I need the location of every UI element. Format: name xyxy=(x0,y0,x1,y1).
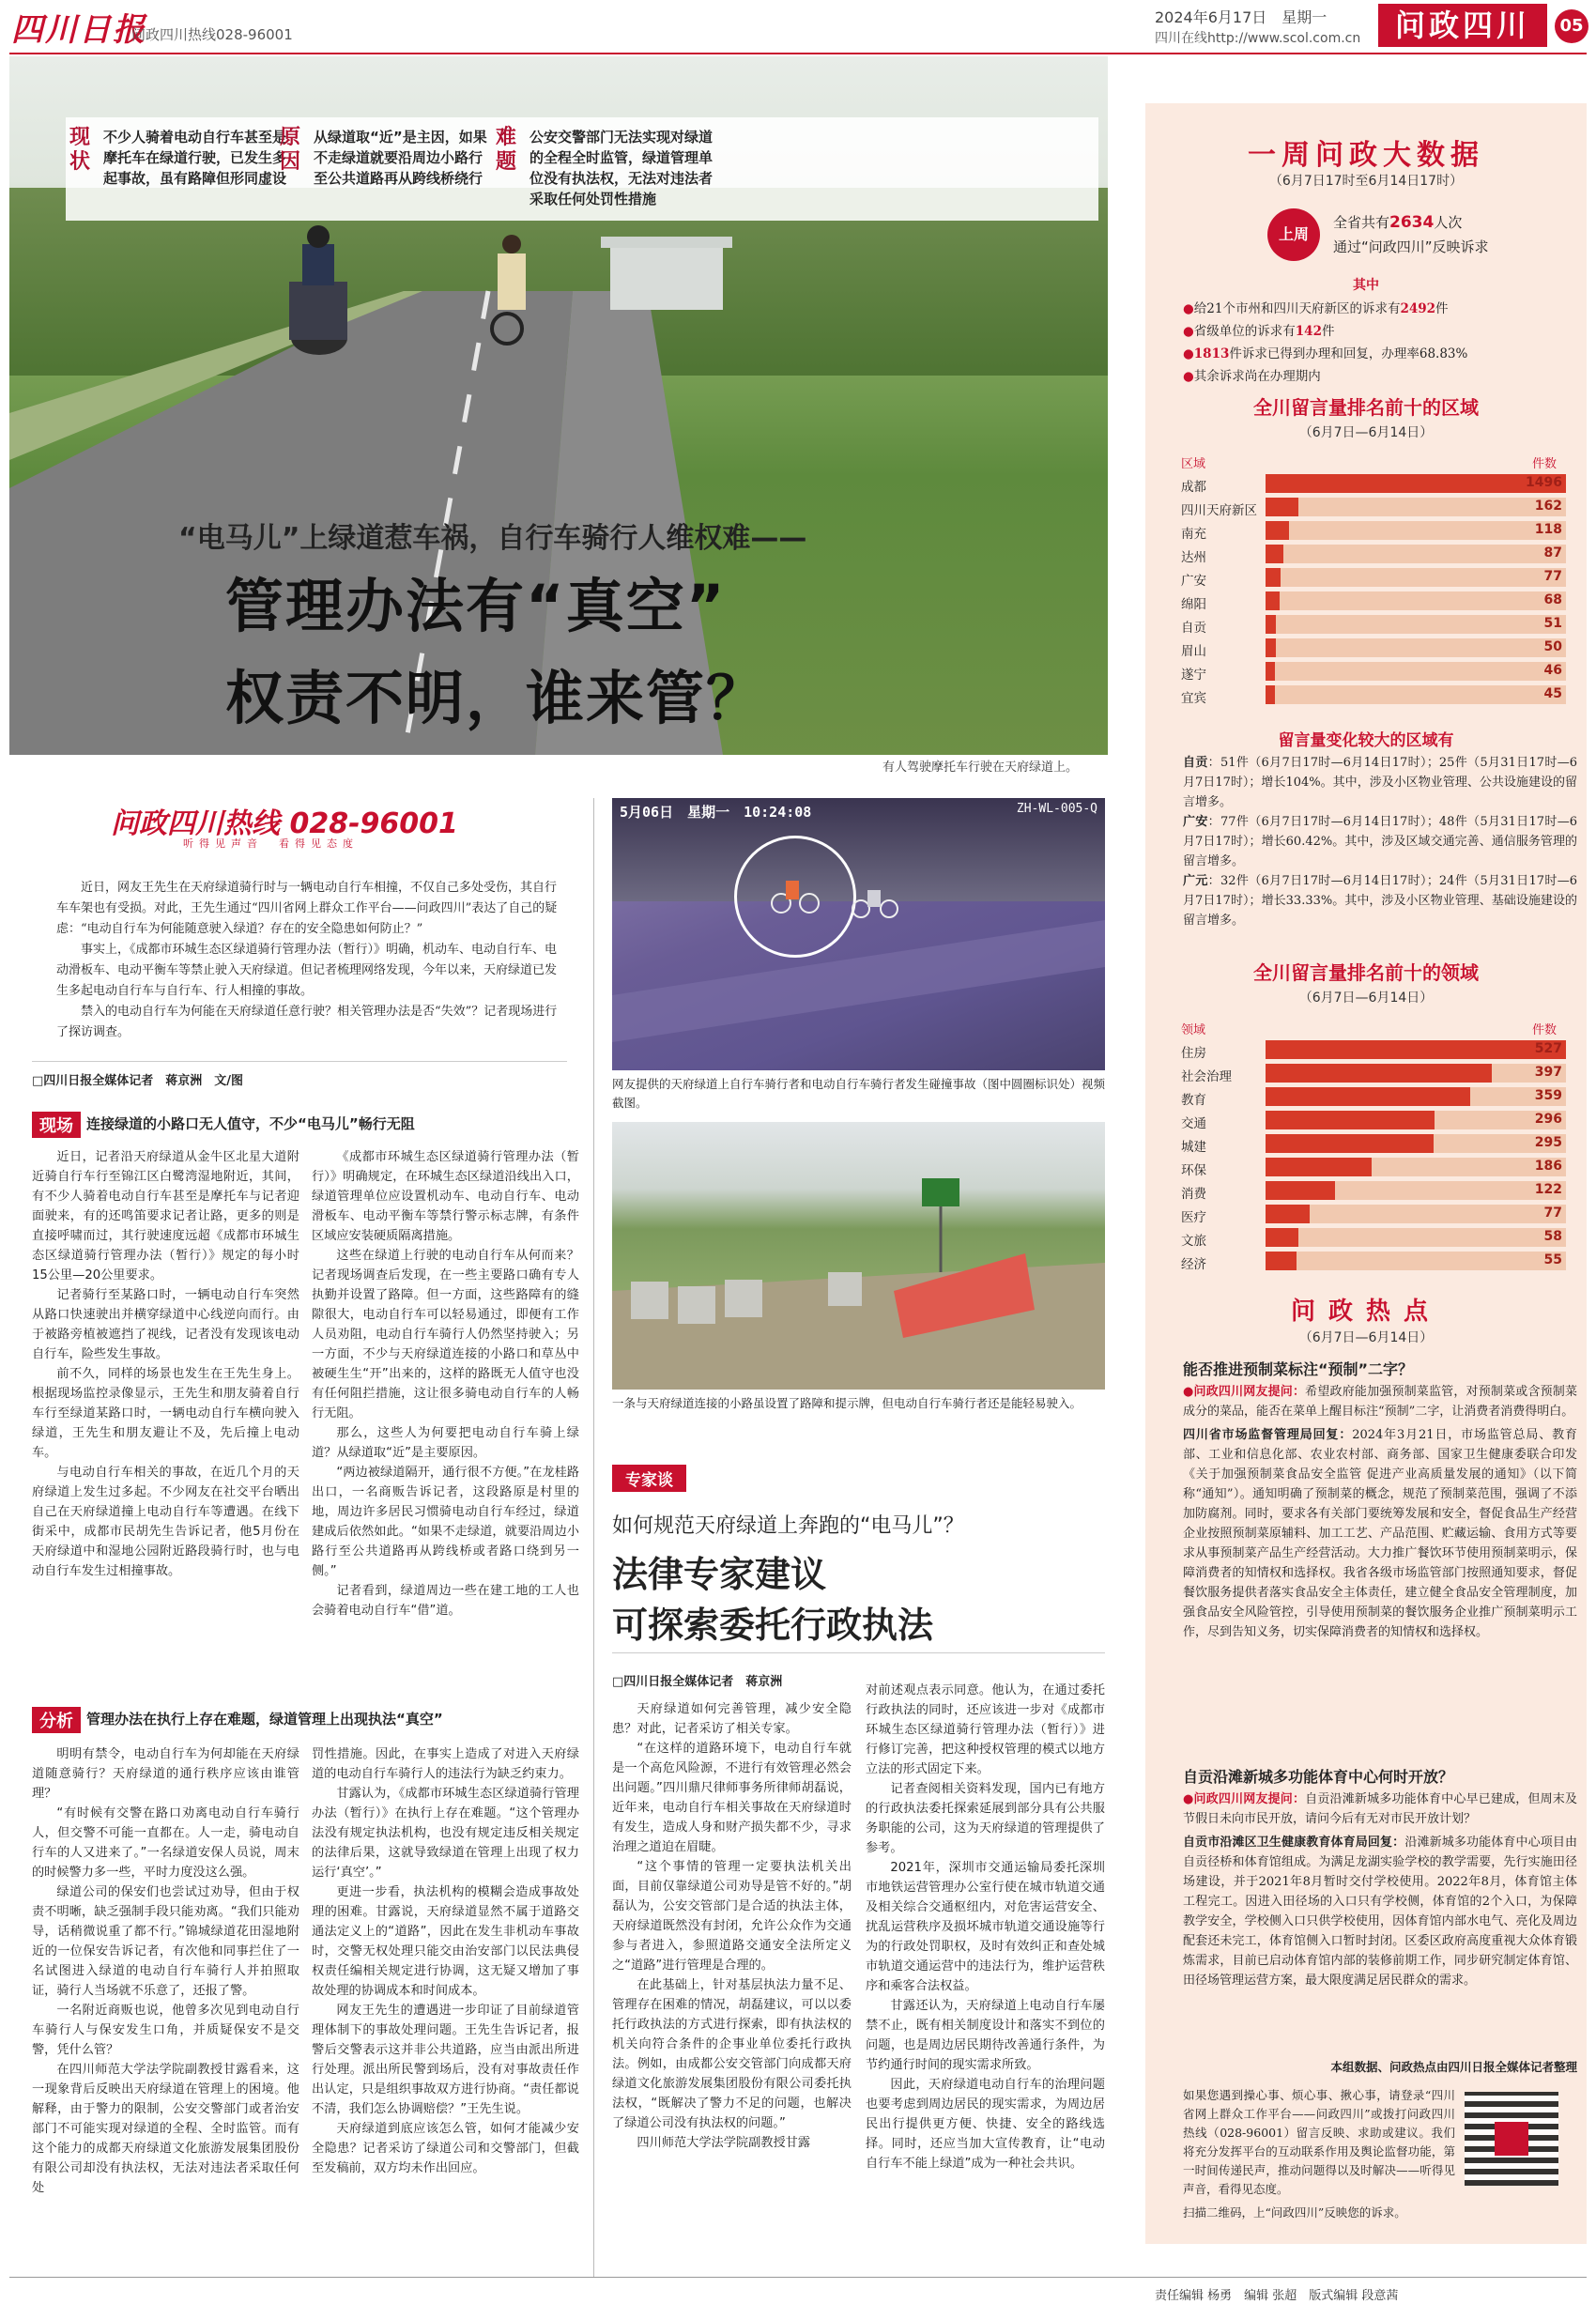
region-bar-fill xyxy=(1266,521,1289,540)
region-bar-row xyxy=(1181,498,1566,518)
region-bar-label: 自贡 xyxy=(1181,621,1206,636)
q2-user-text: 自贡沿滩新城多功能体育中心早已建成，但周末及节假日未向市民开放，请问今后有无对市民开放计划？ xyxy=(1183,1792,1577,1826)
region-bar-value: 118 xyxy=(1534,522,1562,537)
stat-bullet: ●其余诉求尚在办理期内 xyxy=(1183,369,1321,384)
last-week-badge: 上周 xyxy=(1267,208,1320,261)
paragraph: 这些在绿道上行驶的电动自行车从何而来？记者现场调查后发现，在一些主要路口确有专人执勤并设置了路障。但一方面，这些路障有的缝隙很大，电动自行车可以轻易通过，即便有工作人员劝阻，电动自行车骑行人仍然坚持驶入；另一方面，不少与天府绿道连接的小路口和草丛中被硬生生“开”出来的，这样的路既无人值守也没有任何阻拦措施，这让很多骑电动自行车的人畅行无阻。 xyxy=(312,1249,579,1421)
field-bar-track xyxy=(1266,1252,1566,1270)
paragraph: 网友王先生的遭遇进一步印证了目前绿道管理体制下的事故处理问题。王先生告诉记者，报警后交警表示这并非公共道路，应当由派出所进行处理。派出所民警到场后，没有对事故责任作出认定，只是组织事故双方进行协商。“责任都说不清，我们怎么协调赔偿？”王先生说。 xyxy=(312,2004,579,2116)
field-bar-label: 交通 xyxy=(1181,1116,1206,1131)
divider xyxy=(612,1652,1105,1653)
q1-reply-label: 四川省市场监督管理局回复： xyxy=(1183,1428,1353,1442)
expert-title-line1: 法律专家建议 xyxy=(612,1554,827,1595)
paragraph: 与电动自行车相关的事故，在近几个月的天府绿道上发生过多起。不少网友在社交平台晒出自己在天府绿道撞上电动自行车等遭遇。在线下街采中，成都市民胡先生告诉记者，他5月份在天府绿道中和湿地公园附近路段骑行时，也与电动自行车发生过相撞事故。 xyxy=(32,1466,299,1578)
newspaper-logo: 四川日报 xyxy=(11,11,146,49)
expert-column-1 xyxy=(612,1699,852,2277)
change-region-name: 自贡 xyxy=(1183,756,1208,770)
field-rank-title: 全川留言量排名前十的领域 xyxy=(1253,961,1479,984)
region-bar-label: 宜宾 xyxy=(1181,691,1206,706)
region-rank-title: 全川留言量排名前十的区域 xyxy=(1253,396,1479,419)
paragraph: 2021年，深圳市交通运输局委托深圳市地铁运营管理办公室行使在城市轨道交通及相关综合交通枢纽内，对危害运营安全、扰乱运营秩序及损坏城市轨道交通设施等行为的行政处罚职权，及时有效纠正和查处城市轨道交通运营中的违法行为，维护运营秩序和乘客合法权益。 xyxy=(866,1861,1105,1993)
weekly-data-panel xyxy=(1145,103,1587,2244)
field-bar-row xyxy=(1181,1134,1566,1155)
q1-title: 能否推进预制菜标注“预制”二字？ xyxy=(1183,1360,1414,1378)
region-bar-value: 77 xyxy=(1543,569,1562,584)
bullet-text: 省级单位的诉求有 xyxy=(1193,324,1296,339)
bullet-number: 1813 xyxy=(1193,346,1230,361)
region-bar-value: 45 xyxy=(1543,686,1562,701)
field-bar-track xyxy=(1266,1087,1566,1106)
paragraph: 更进一步看，执法机构的模糊会造成事故处理的困难。甘露说，天府绿道显然不属于道路交通法定义上的“道路”，因此在发生非机动车事故时，交警无权处理只能交由治安部门以民法典侵权责任编相关规定进行协调，这无疑又增加了事故处理的协调成本和时间成本。 xyxy=(312,1885,579,1998)
region-col-label: 区域 xyxy=(1181,457,1206,471)
region-bar-label: 南充 xyxy=(1181,527,1206,542)
region-bar-track xyxy=(1266,615,1566,634)
region-bar-fill xyxy=(1266,662,1275,681)
section-header-analysis xyxy=(32,1707,443,1733)
field-bar-value: 122 xyxy=(1534,1182,1562,1197)
section-badge: 问政四川 xyxy=(1378,4,1547,47)
field-bar-row xyxy=(1181,1205,1566,1225)
field-bar-track xyxy=(1266,1040,1566,1059)
region-bar-row xyxy=(1181,685,1566,706)
paragraph: 天府绿道如何完善管理，减少安全隐患？对此，记者采访了相关专家。 xyxy=(612,1702,852,1736)
expert-byline: □四川日报全媒体记者 蒋京洲 xyxy=(612,1675,783,1689)
region-bar-row xyxy=(1181,662,1566,683)
hero-kicker: “电马儿”上绿道惹车祸，自行车骑行人维权难—— xyxy=(178,522,807,555)
footer-note xyxy=(1183,2086,1455,2199)
field-bar-track xyxy=(1266,1158,1566,1176)
q1-body xyxy=(1183,1382,1577,1642)
site-url: 四川在线http://www.scol.com.cn xyxy=(1155,31,1361,46)
region-bar-row xyxy=(1181,615,1566,636)
field-bar-label: 文旅 xyxy=(1181,1234,1206,1249)
field-bar-label: 医疗 xyxy=(1181,1210,1206,1225)
region-bar-value: 87 xyxy=(1543,545,1562,561)
field-bar-fill xyxy=(1266,1087,1470,1106)
region-bar-value: 1496 xyxy=(1526,475,1562,490)
field-bar-label: 住房 xyxy=(1181,1046,1206,1061)
section-title: 管理办法在执行上存在难题，绿道管理上出现执法“真空” xyxy=(86,1711,443,1728)
region-bar-label: 绵阳 xyxy=(1181,597,1206,612)
section-title: 连接绿道的小路口无人值守，不少“电马儿”畅行无阻 xyxy=(86,1115,415,1132)
region-bar-fill xyxy=(1266,615,1276,634)
region-bar-fill xyxy=(1266,498,1298,516)
region-bar-track xyxy=(1266,638,1566,657)
q2-user-label: ●问政四川网友提问： xyxy=(1183,1792,1306,1806)
summary-prefix: 全省共有 xyxy=(1333,214,1390,231)
paragraph: “在这样的道路环境下，电动自行车就是一个高危风险源，不进行有效管理必然会出问题。”四川鼎尺律师事务所律师胡磊说，近年来，电动自行车相关事故在天府绿道时有发生，造成人身和财产损失都不少，寻求治理之道迫在眉睫。 xyxy=(612,1742,852,1854)
section-tag: 分析 xyxy=(32,1707,81,1733)
bullet-text: 件诉求已得到办理和回复，办理率68.83% xyxy=(1229,346,1468,361)
footer-rule xyxy=(9,2277,1587,2278)
field-bar-value: 77 xyxy=(1543,1206,1562,1221)
region-bar-row xyxy=(1181,591,1566,612)
hero-title-line1: 管理办法有“真空” xyxy=(225,572,727,640)
field-bar-row xyxy=(1181,1252,1566,1272)
region-bar-row xyxy=(1181,638,1566,659)
among-label: 其中 xyxy=(1353,278,1379,293)
paragraph: 近日，记者沿天府绿道从金牛区北星大道附近骑自行车行至锦江区白鹭湾湿地附近，其间，有不少人骑着电动自行车甚至是摩托车与记者迎面驶来，有的还鸣笛要求记者让路，更多的则是直接呼啸而过，其行驶速度远超《成都市环城生态区绿道骑行管理办法（暂行）》规定的每小时15公里—20公里要求。 xyxy=(32,1150,299,1283)
field-bar-value: 296 xyxy=(1534,1112,1562,1127)
summary-line1 xyxy=(1333,212,1462,232)
region-bar-track xyxy=(1266,521,1566,540)
masthead-hotline: 问政四川热线028-96001 xyxy=(131,26,293,43)
region-bar-track xyxy=(1266,662,1566,681)
field-bar-track xyxy=(1266,1205,1566,1223)
region-bar-value: 68 xyxy=(1543,592,1562,607)
region-bar-label: 广安 xyxy=(1181,574,1206,589)
paragraph: 记者查阅相关资料发现，国内已有地方的行政执法委托探索延展到部分具有公共服务职能的公司，这为天府绿道的管理提供了参考。 xyxy=(866,1782,1105,1855)
field-bar-track xyxy=(1266,1228,1566,1247)
hero-tag-difficulty: 难题 xyxy=(496,125,517,174)
intro-paragraph: 近日，网友王先生在天府绿道骑行时与一辆电动自行车相撞，不仅自己多处受伤，其自行车车架也有受损。对此，王先生通过“四川省网上群众工作平台——问政四川”表达了自己的疑虑：“电动自行车为何能随意驶入绿道？存在的安全隐患如何防止？” xyxy=(56,881,558,936)
hero-photo xyxy=(9,56,1108,755)
bullet-text: 给21个市州和四川天府新区的诉求有 xyxy=(1193,301,1401,316)
paragraph: 罚性措施。因此，在事实上造成了对进入天府绿道的电动自行车骑行人的违法行为缺乏约束力。 xyxy=(312,1747,579,1781)
intro-paragraph: 禁入的电动自行车为何能在天府绿道任意行驶？相关管理办法是否“失效”？记者现场进行了探访调查。 xyxy=(56,1005,558,1039)
field-bar-label: 环保 xyxy=(1181,1163,1206,1178)
field-bar-row xyxy=(1181,1040,1566,1061)
region-bar-track xyxy=(1266,498,1566,516)
paragraph: “有时候有交警在路口劝离电动自行车骑行人，但交警不可能一直都在。人一走，骑电动自行车的人又进来了。”一名绿道安保人员说，周末的时候警力多一些，平时力度没这么强。 xyxy=(32,1806,299,1880)
expert-tag: 专家谈 xyxy=(612,1465,686,1492)
cctv-camera-id: ZH-WL-005-Q xyxy=(1016,802,1097,816)
paragraph: 天府绿道到底应该怎么管，如何才能减少安全隐患？记者采访了绿道公司和交警部门，但截至发稿前，双方均未作出回应。 xyxy=(312,2122,579,2175)
region-bar-fill xyxy=(1266,568,1281,587)
field-bar-value: 55 xyxy=(1543,1252,1562,1267)
paragraph: 《成都市环城生态区绿道骑行管理办法（暂行）》明确规定，在环城生态区绿道沿线出入口，绿道管理单位应设置机动车、电动自行车、电动滑板车、电动平衡车等禁行警示标志牌，有条件区域应安装硬质隔离措施。 xyxy=(312,1150,579,1243)
data-credit: 本组数据、问政热点由四川日报全媒体记者整理 xyxy=(1330,2060,1577,2074)
field-bar-track xyxy=(1266,1134,1566,1153)
field-bar-label: 城建 xyxy=(1181,1140,1206,1155)
region-bar-fill xyxy=(1266,638,1276,657)
field-bar-row xyxy=(1181,1111,1566,1131)
hotline-banner: 问政四川热线 028-96001 xyxy=(111,807,458,840)
region-bar-row xyxy=(1181,568,1566,589)
paragraph: 四川师范大学法学院副教授甘露 xyxy=(637,2136,811,2150)
region-bar-value: 162 xyxy=(1534,499,1562,514)
region-bar-fill xyxy=(1266,474,1566,493)
article-byline: □四川日报全媒体记者 蒋京洲 文/图 xyxy=(32,1074,244,1088)
change-region-name: 广安 xyxy=(1183,815,1208,829)
page-number: 05 xyxy=(1555,9,1588,43)
analysis-column-2 xyxy=(312,1744,579,2280)
region-bar-label: 眉山 xyxy=(1181,644,1206,659)
bullet-number: 2492 xyxy=(1400,301,1436,316)
roadblock-illustration xyxy=(612,1122,1105,1390)
field-bar-label: 经济 xyxy=(1181,1257,1206,1272)
paragraph: 绿道公司的保安们也尝试过劝导，但由于权责不明晰，缺乏强制手段只能劝离。“我们只能劝导，话稍微说重了都不行。”锦城绿道花田湿地附近的一位保安告诉记者，有次他和同事拦住了一名试图进入绿道的电动自行车骑行人并拍照取证，骑行人当场就不乐意了，还报了警。 xyxy=(32,1885,299,1998)
field-bar-row xyxy=(1181,1181,1566,1202)
q1-reply-text: 2024年3月21日，市场监管总局、教育部、工业和信息化部、农业农村部、商务部、国家卫生健康委联合印发《关于加强预制菜食品安全监管 促进产业高质量发展的通知》（以下简称“通知”）。通知明确了预制菜的概念，规范了预制菜范围，强调了不添加防腐剂。同时，要求各有关部门要统筹发展和安全，督促食品生产经营企业按照预制菜原辅料、加工工艺、产品范围、贮藏运输、食用方式等要求从事预制菜产品生产经营活动。大力推广餐饮环节使用预制菜明示，保障消费者的知情权和选择权。我省各级市场监管部门按照通知要求，督促餐饮服务提供者落实食品安全主体责任，建立健全食品安全管理制度，加强食品安全风险管控，引导使用预制菜的餐饮服务企业推广预制菜明示工作，尽到告知义务，切实保障消费者的知情权和选择权。 xyxy=(1183,1428,1577,1639)
cctv-scene-illustration xyxy=(612,798,1105,1070)
hero-title-line2: 权责不明，谁来管？ xyxy=(225,664,767,732)
paragraph: 因此，天府绿道电动自行车的治理问题也要考虑到周边居民的现实需求，为周边居民出行提供更方便、快捷、安全的路线选择。同时，还应当加大宣传教育，让“电动自行车不能上绿道”成为一种社会共识。 xyxy=(866,2078,1105,2171)
paragraph: 甘露还认为，天府绿道上电动自行车屡禁不止，既有相关制度设计和落实不到位的问题，也是周边居民期待改善通行条件，为节约通行时间的现实需求所致。 xyxy=(866,1999,1105,2072)
region-bar-fill xyxy=(1266,685,1275,704)
stat-bullet: ●1813件诉求已得到办理和回复，办理率68.83% xyxy=(1183,346,1468,361)
bullet-number: 142 xyxy=(1295,324,1322,339)
field-col-value: 件数 xyxy=(1532,1023,1558,1037)
change-region-item xyxy=(1183,812,1577,871)
bullet-text: 其余诉求尚在办理期内 xyxy=(1193,369,1321,384)
expert-kicker: 如何规范天府绿道上奔跑的“电马儿”？ xyxy=(612,1514,964,1538)
change-region-detail: ：51件（6月7日17时—6月14日17时）；25件（5月31日17时—6月7日17时）；增长104%。其中，涉及小区物业管理、公共设施建设的留言增多。 xyxy=(1183,756,1577,809)
region-bar-label: 四川天府新区 xyxy=(1181,503,1257,518)
hero-caption-cause: 从绿道取“近”是主因，如果不走绿道就要沿周边小路行至公共道路再从跨线桥绕行 xyxy=(314,129,487,187)
region-bar-row xyxy=(1181,474,1566,495)
roadblock-caption: 一条与天府绿道连接的小路虽设置了路障和提示牌，但电动自行车骑行者还是能轻易驶入。 xyxy=(612,1396,1082,1410)
weekly-data-period: （6月7日17时至6月14日17时） xyxy=(1268,174,1464,189)
masthead-rule xyxy=(9,53,1587,54)
field-bar-value: 295 xyxy=(1534,1135,1562,1150)
paragraph: “这个事情的管理一定要执法机关出面，目前仅靠绿道公司劝导是管不好的。”胡磊认为，公安交管部门是合适的执法主体，天府绿道既然没有封闭，允许公众作为交通参与者进入，参照道路交通安全法所定义之“道路”进行管理是合理的。 xyxy=(612,1860,852,1973)
summary-suffix: 人次 xyxy=(1434,214,1463,231)
change-regions-title: 留言量变化较大的区域有 xyxy=(1278,731,1454,750)
field-bar-fill xyxy=(1266,1205,1310,1223)
section-header-scene xyxy=(32,1112,415,1138)
field-bar-value: 359 xyxy=(1534,1088,1562,1103)
region-bar-fill xyxy=(1266,545,1283,563)
region-bar-label: 成都 xyxy=(1181,480,1206,495)
field-bar-track xyxy=(1266,1064,1566,1083)
divider xyxy=(32,1061,567,1062)
weekly-data-title: 一周问政大数据 xyxy=(1248,139,1484,172)
scene-column-1 xyxy=(32,1147,299,1581)
region-bar-track xyxy=(1266,568,1566,587)
column-divider xyxy=(593,798,594,2277)
paragraph: 在此基础上，针对基层执法力量不足、管理存在困难的情况，胡磊建议，可以以委托行政执法的方式进行探索，即有执法权的机关向符合条件的企事业单位委托行政执法。例如，由成都公安交管部门向成都天府绿道文化旅游发展集团股份有限公司委托执法权，“既解决了警力不足的问题，也解决了绿道公司没有执法权的问题。” xyxy=(612,1978,852,2130)
field-bar-fill xyxy=(1266,1134,1434,1153)
hero-caption-difficulty: 公安交警部门无法实现对绿道的全程全时监管，绿道管理单位没有执法权，无法对违法者采取任何处罚性措施 xyxy=(529,129,714,207)
field-bar-row xyxy=(1181,1064,1566,1084)
field-bar-row xyxy=(1181,1228,1566,1249)
qr-logo-icon xyxy=(1495,2122,1528,2156)
qr-hint xyxy=(1183,2203,1577,2222)
hero-caption-band xyxy=(66,117,1098,221)
field-bar-fill xyxy=(1266,1040,1566,1059)
masthead xyxy=(0,0,1596,53)
paragraph: 一名附近商贩也说，他曾多次见到电动自行车骑行人与保安发生口角，并质疑保安不是交警，凭什么管？ xyxy=(32,2004,299,2057)
region-bar-value: 46 xyxy=(1543,663,1562,678)
stat-bullet: ●给21个市州和四川天府新区的诉求有2492件 xyxy=(1183,301,1449,316)
cctv-caption: 网友提供的天府绿道上自行车骑行者和电动自行车骑行者发生碰撞事故（图中圆圈标识处）视频截图。 xyxy=(612,1077,1106,1110)
qr-hint-text: 扫描二维码，上“问政四川”反映您的诉求。 xyxy=(1183,2205,1406,2220)
hotline-slogan: 听得见声音 看得见态度 xyxy=(183,837,359,850)
editor-credits: 责任编辑 杨勇 编辑 张超 版式编辑 段意茜 xyxy=(1155,2289,1399,2303)
footer-note-text: 如果您遇到操心事、烦心事、揪心事，请登录“四川省网上群众工作平台——问政四川”或拨打问政四川热线（028-96001）留言反映、求助或建议。我们将充分发挥平台的互动联系作用及舆论监督功能，第一时间传递民声，推动问题得以及时解决——听得见声音，看得见态度。 xyxy=(1183,2088,1455,2196)
field-bar-fill xyxy=(1266,1111,1435,1129)
field-bar-label: 消费 xyxy=(1181,1187,1206,1202)
hero-caption-status: 不少人骑着电动自行车甚至是摩托车在绿道行驶，已发生多起事故，虽有路障但形同虚设 xyxy=(103,129,287,187)
field-bar-value: 58 xyxy=(1543,1229,1562,1244)
field-bar-fill xyxy=(1266,1181,1335,1200)
q2-title: 自贡沿滩新城多功能体育中心何时开放？ xyxy=(1183,1768,1454,1786)
analysis-column-1 xyxy=(32,1744,299,2280)
q2-body xyxy=(1183,1789,1577,1990)
region-col-value: 件数 xyxy=(1532,457,1558,471)
field-bar-fill xyxy=(1266,1158,1372,1176)
summary-count: 2634 xyxy=(1389,213,1435,232)
region-bar-label: 遂宁 xyxy=(1181,668,1206,683)
field-bar-track xyxy=(1266,1181,1566,1200)
field-bar-value: 186 xyxy=(1534,1159,1562,1174)
scene-column-2 xyxy=(312,1147,579,1620)
intro-paragraph: 事实上，《成都市环城生态区绿道骑行管理办法（暂行）》明确，机动车、电动自行车、电动滑板车、电动平衡车等禁止驶入天府绿道。但记者梳理网络发现，今年以来，天府绿道已发生多起电动自行车与自行车、行人相撞的事故。 xyxy=(56,943,558,998)
cctv-timestamp: 5月06日 星期一 10:24:08 xyxy=(620,804,812,821)
roadblock-photo xyxy=(612,1122,1105,1390)
region-rank-period: （6月7日—6月14日） xyxy=(1298,425,1434,440)
region-bar-track xyxy=(1266,474,1566,493)
cctv-screenshot xyxy=(612,798,1105,1070)
change-region-item xyxy=(1183,753,1577,812)
hot-topics-title: 问政热点 xyxy=(1290,1298,1441,1326)
hero-photo-caption: 有人驾驶摩托车行驶在天府绿道上。 xyxy=(882,760,1079,775)
hot-topics-period: （6月7日—6月14日） xyxy=(1298,1330,1434,1345)
region-bar-value: 51 xyxy=(1543,616,1562,631)
region-bar-value: 50 xyxy=(1543,639,1562,654)
q1-user-label: ●问政四川网友提问： xyxy=(1183,1385,1306,1399)
field-col-label: 领域 xyxy=(1181,1023,1206,1037)
expert-column-2 xyxy=(866,1681,1105,2277)
field-bar-row xyxy=(1181,1158,1566,1178)
paragraph: 前不久，同样的场景也发生在王先生身上。根据现场监控录像显示，王先生和朋友骑着自行车行至绿道某路口时，一辆电动自行车横向驶入绿道，王先生和朋友避让不及，先后撞上电动车。 xyxy=(32,1367,299,1460)
section-tag: 现场 xyxy=(32,1112,81,1138)
region-bar-track xyxy=(1266,685,1566,704)
field-bar-track xyxy=(1266,1111,1566,1129)
field-bar-label: 社会治理 xyxy=(1181,1069,1232,1084)
region-bar-row xyxy=(1181,545,1566,565)
q2-reply-label: 自贡市沿滩区卫生健康教育体育局回复： xyxy=(1183,1836,1405,1850)
change-region-detail: ：32件（6月7日17时—6月14日17时）；24件（5月31日17时—6月7日17时）；增长33.33%。其中，涉及小区物业管理、基础设施建设的留言增多。 xyxy=(1183,874,1577,928)
region-bar-track xyxy=(1266,545,1566,563)
field-rank-period: （6月7日—6月14日） xyxy=(1298,991,1434,1006)
region-bar-fill xyxy=(1266,591,1280,610)
paragraph: 记者骑行至某路口时，一辆电动自行车突然从路口快速驶出并横穿绿道中心线逆向而行。由于被路旁植被遮挡了视线，记者没有发现该电动自行车，险些发生事故。 xyxy=(32,1288,299,1361)
paragraph: 在四川师范大学法学院副教授甘露看来，这一现象背后反映出天府绿道在管理上的困境。他解释，由于警力的限制，公安交警部门或者治安部门不可能实现对绿道的全程、全时监管。而有这个能力的成都天府绿道文化旅游发展集团股份有限公司却没有执法权，无法对违法者采取任何处 xyxy=(32,2063,299,2195)
footer xyxy=(0,2281,1596,2304)
hero-tag-status: 现状 xyxy=(69,125,91,174)
change-region-item xyxy=(1183,871,1577,930)
stat-bullet: ●省级单位的诉求有142件 xyxy=(1183,324,1335,339)
paragraph: “两边被绿道隔开，通行很不方便。”在龙桂路出口，一名商贩告诉记者，这段路原是村里的地，周边许多居民习惯骑电动自行车经过，绿道建成后依然如此。“如果不走绿道，就要沿周边小路行至公共道路再从跨线桥或者路口绕到另一侧。” xyxy=(312,1466,579,1578)
paragraph: 明明有禁令，电动自行车为何却能在天府绿道随意骑行？天府绿道的通行秩序应该由谁管理？ xyxy=(32,1747,299,1801)
region-bar-label: 达州 xyxy=(1181,550,1206,565)
field-bar-fill xyxy=(1266,1064,1492,1083)
q2-reply-text: 沿滩新城多功能体育中心项目由自贡径桥和体育馆组成。为满足龙湖实验学校的教学需要，先行实施田径场建设，并于2021年8月暂时交付学校使用。2022年8月，体育馆主体工程完工。因进入田径场的入口只有学校侧，体育馆的2个入口，为保障教学安全，学校侧入口只供学校使用，因体育馆内部水电气、亮化及周边配套还未完工，体育馆侧入口暂时封闭。区委区政府高度重视大众体育锻炼需求，目前已启动体育馆内部的装修前期工作，同步研究制定体育馆、田径场管理运营方案，最大限度满足居民群众的需求。 xyxy=(1183,1836,1577,1988)
paragraph: 对前述观点表示同意。他认为，在通过委托行政执法的同时，还应该进一步对《成都市环城生态区绿道骑行管理办法（暂行）》进行修订完善，把这种授权管理的模式以地方立法的形式固定下来。 xyxy=(866,1683,1105,1776)
region-bar-row xyxy=(1181,521,1566,542)
field-bar-fill xyxy=(1266,1228,1298,1247)
hero-tag-cause: 原因 xyxy=(280,125,301,174)
expert-title-line2: 可探索委托行政执法 xyxy=(612,1605,934,1646)
change-region-name: 广元 xyxy=(1183,874,1208,888)
paragraph: 甘露认为，《成都市环城生态区绿道骑行管理办法（暂行）》在执行上存在难题。“这个管理办法没有规定执法机构，也没有规定违反相关规定的法律后果，这就导致绿道在管理上出现了权力运行‘真空’。” xyxy=(312,1787,579,1880)
bullet-text: 件 xyxy=(1321,324,1335,339)
paragraph: 记者看到，绿道周边一些在建工地的工人也会骑着电动自行车“借”道。 xyxy=(312,1584,579,1618)
summary-line2: 通过“问政四川”反映诉求 xyxy=(1333,238,1489,255)
change-region-detail: ：77件（6月7日17时—6月14日17时）；48件（5月31日17时—6月7日17时）；增长60.42%。其中，涉及区域交通完善、通信服务管理的留言增多。 xyxy=(1183,815,1577,868)
region-bar-track xyxy=(1266,591,1566,610)
change-regions-text xyxy=(1183,753,1577,930)
field-bar-value: 527 xyxy=(1534,1041,1562,1056)
field-bar-fill xyxy=(1266,1252,1297,1270)
paragraph: 那么，这些人为何要把电动自行车骑上绿道？从绿道取“近”是主要原因。 xyxy=(312,1426,579,1460)
intro-text xyxy=(56,878,568,1043)
bullet-text: 件 xyxy=(1435,301,1449,316)
field-bar-value: 397 xyxy=(1534,1065,1562,1080)
field-bar-row xyxy=(1181,1087,1566,1108)
field-bar-label: 教育 xyxy=(1181,1093,1206,1108)
q1-user-text: 希望政府能加强预制菜监管，对预制菜或含预制菜成分的菜品，能否在菜单上醒目标注“预制”二字，让消费者消费得明白。 xyxy=(1183,1385,1577,1419)
issue-date: 2024年6月17日 星期一 xyxy=(1155,8,1327,26)
